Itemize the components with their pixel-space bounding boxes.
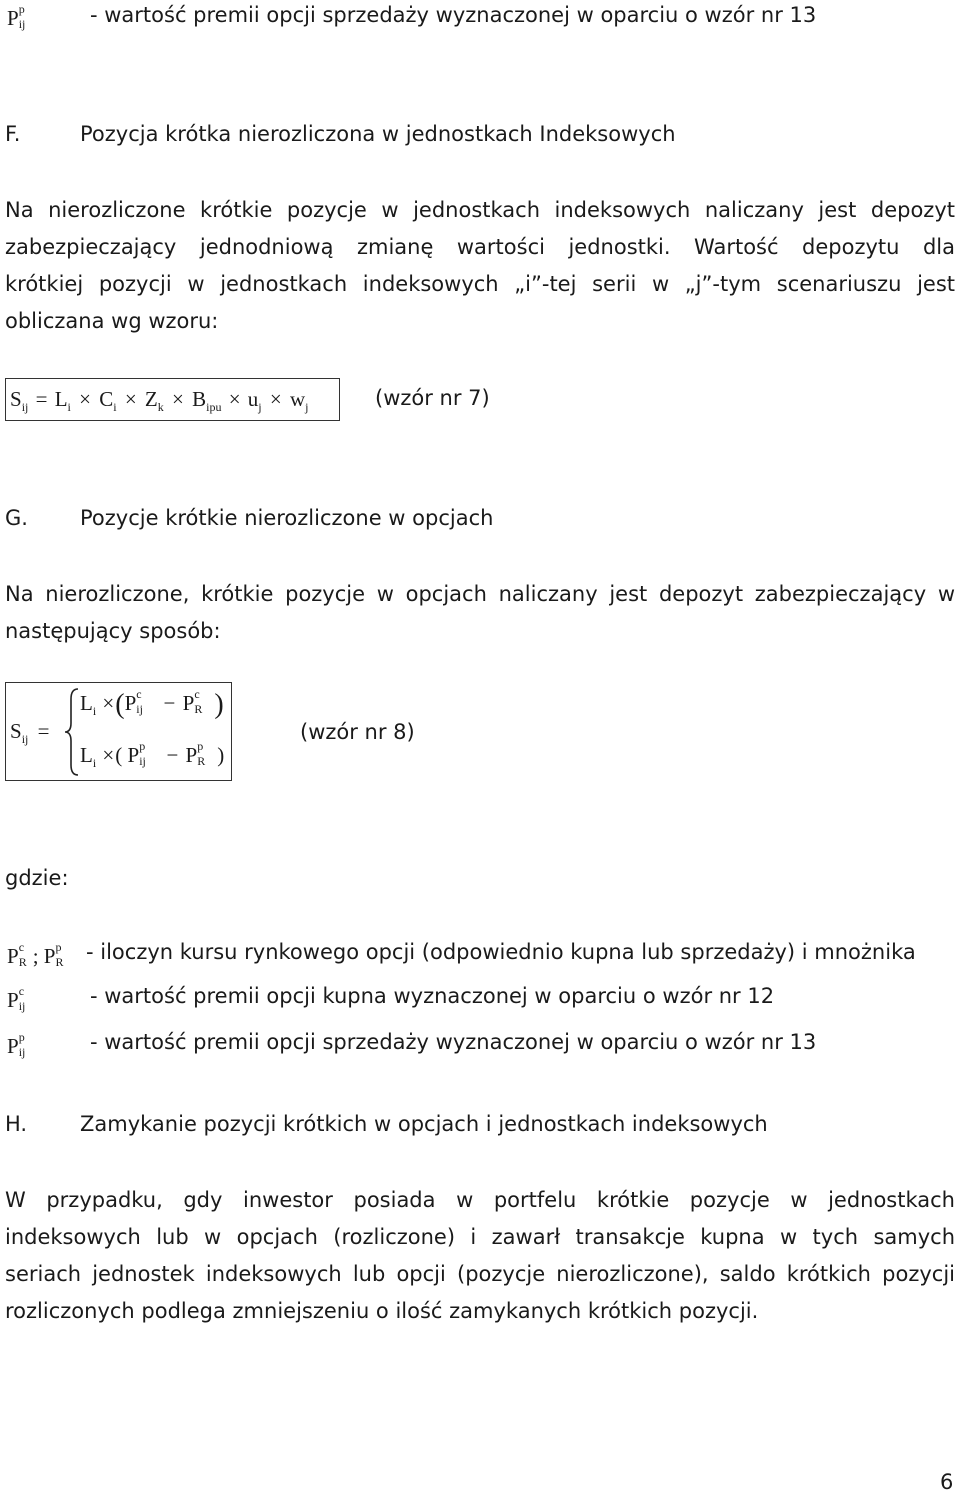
- paragraph-line: indeksowych lub w opcjach (rozliczone) i zawarł transakcje kupna w tych samych: [5, 1225, 955, 1249]
- paragraph-line: rozliczonych podlega zmniejszeniu o ilość zamykanych krótkich pozycji.: [5, 1299, 759, 1323]
- section-letter: F.: [5, 122, 21, 146]
- section-title: Zamykanie pozycji krótkich w opcjach i jednostkach indeksowych: [80, 1112, 768, 1136]
- paragraph-line: następujący sposób:: [5, 619, 221, 643]
- symbol-p-ij-p: P p ij: [7, 2, 26, 31]
- formula-8-box: [5, 682, 232, 781]
- paragraph-line: W przypadku, gdy inwestor posiada w portfelu krótkie pozycje w jednostkach: [5, 1188, 955, 1212]
- section-title: Pozycje krótkie nierozliczone w opcjach: [80, 506, 494, 530]
- definition-text: - wartość premii opcji sprzedaży wyznaczonej w oparciu o wzór nr 13: [90, 3, 817, 27]
- page-number: 6: [940, 1470, 954, 1494]
- gdzie-item: [5, 934, 955, 974]
- symbol-pp-ij: P p ij: [7, 1030, 26, 1059]
- left-brace: [64, 687, 80, 777]
- gdzie-item-text: - wartość premii opcji kupna wyznaczonej w oparciu o wzór nr 12: [90, 984, 775, 1008]
- symbol-pcR-ppR: P c R ; P p R: [7, 940, 64, 969]
- formula-8-lhs: $S_{ij}$ =: [10, 719, 50, 746]
- paragraph-line: seriach jednostek indeksowych lub opcji (pozycje nierozliczone), saldo krótkich pozycji: [5, 1262, 955, 1286]
- top-definition: [5, 0, 905, 40]
- section-h-heading: [5, 1106, 768, 1143]
- formula-8-case-call: $L_i \times(P$ c ij − P c R ): [80, 687, 224, 720]
- section-letter: G.: [5, 506, 28, 530]
- section-h-paragraph: [5, 1182, 955, 1330]
- symbol-pc-ij: P c ij: [7, 984, 26, 1013]
- paragraph-line: zabezpieczający jednodniową zmianę wartości jednostki. Wartość depozytu dla: [5, 235, 955, 259]
- formula-7: $S_{ij} = L_i \times C_i \times Z_k \times B_{ipu} \times u_j \times w_j$: [10, 387, 309, 414]
- formula-8-label: (wzór nr 8): [300, 720, 415, 744]
- formula-8-case-put: $L_i$ ×( P p ij − P p R ): [80, 739, 225, 770]
- gdzie-item: [5, 1024, 955, 1064]
- formula-7-label: (wzór nr 7): [375, 386, 490, 410]
- gdzie-item-text: - wartość premii opcji sprzedaży wyznaczonej w oparciu o wzór nr 13: [90, 1030, 817, 1054]
- section-title: Pozycja krótka nierozliczona w jednostkach Indeksowych: [80, 122, 676, 146]
- section-f-heading: [5, 116, 676, 153]
- section-f-paragraph: [5, 192, 955, 340]
- gdzie-item: [5, 978, 955, 1018]
- section-g-paragraph: [5, 576, 955, 650]
- paragraph-line: Na nierozliczone, krótkie pozycje w opcjach naliczany jest depozyt zabezpieczający w: [5, 582, 955, 606]
- section-letter: H.: [5, 1112, 28, 1136]
- paragraph-line: Na nierozliczone krótkie pozycje w jednostkach indeksowych naliczany jest depozyt: [5, 198, 955, 222]
- gdzie-label: gdzie:: [5, 866, 69, 890]
- formula-7-box: [5, 378, 340, 421]
- gdzie-item-text: - iloczyn kursu rynkowego opcji (odpowiednio kupna lub sprzedaży) i mnożnika: [86, 940, 916, 964]
- section-g-heading: [5, 500, 493, 537]
- paragraph-line: krótkiej pozycji w jednostkach indeksowych „i”-tej serii w „j”-tym scenariuszu jest: [5, 272, 955, 296]
- paragraph-line: obliczana wg wzoru:: [5, 309, 219, 333]
